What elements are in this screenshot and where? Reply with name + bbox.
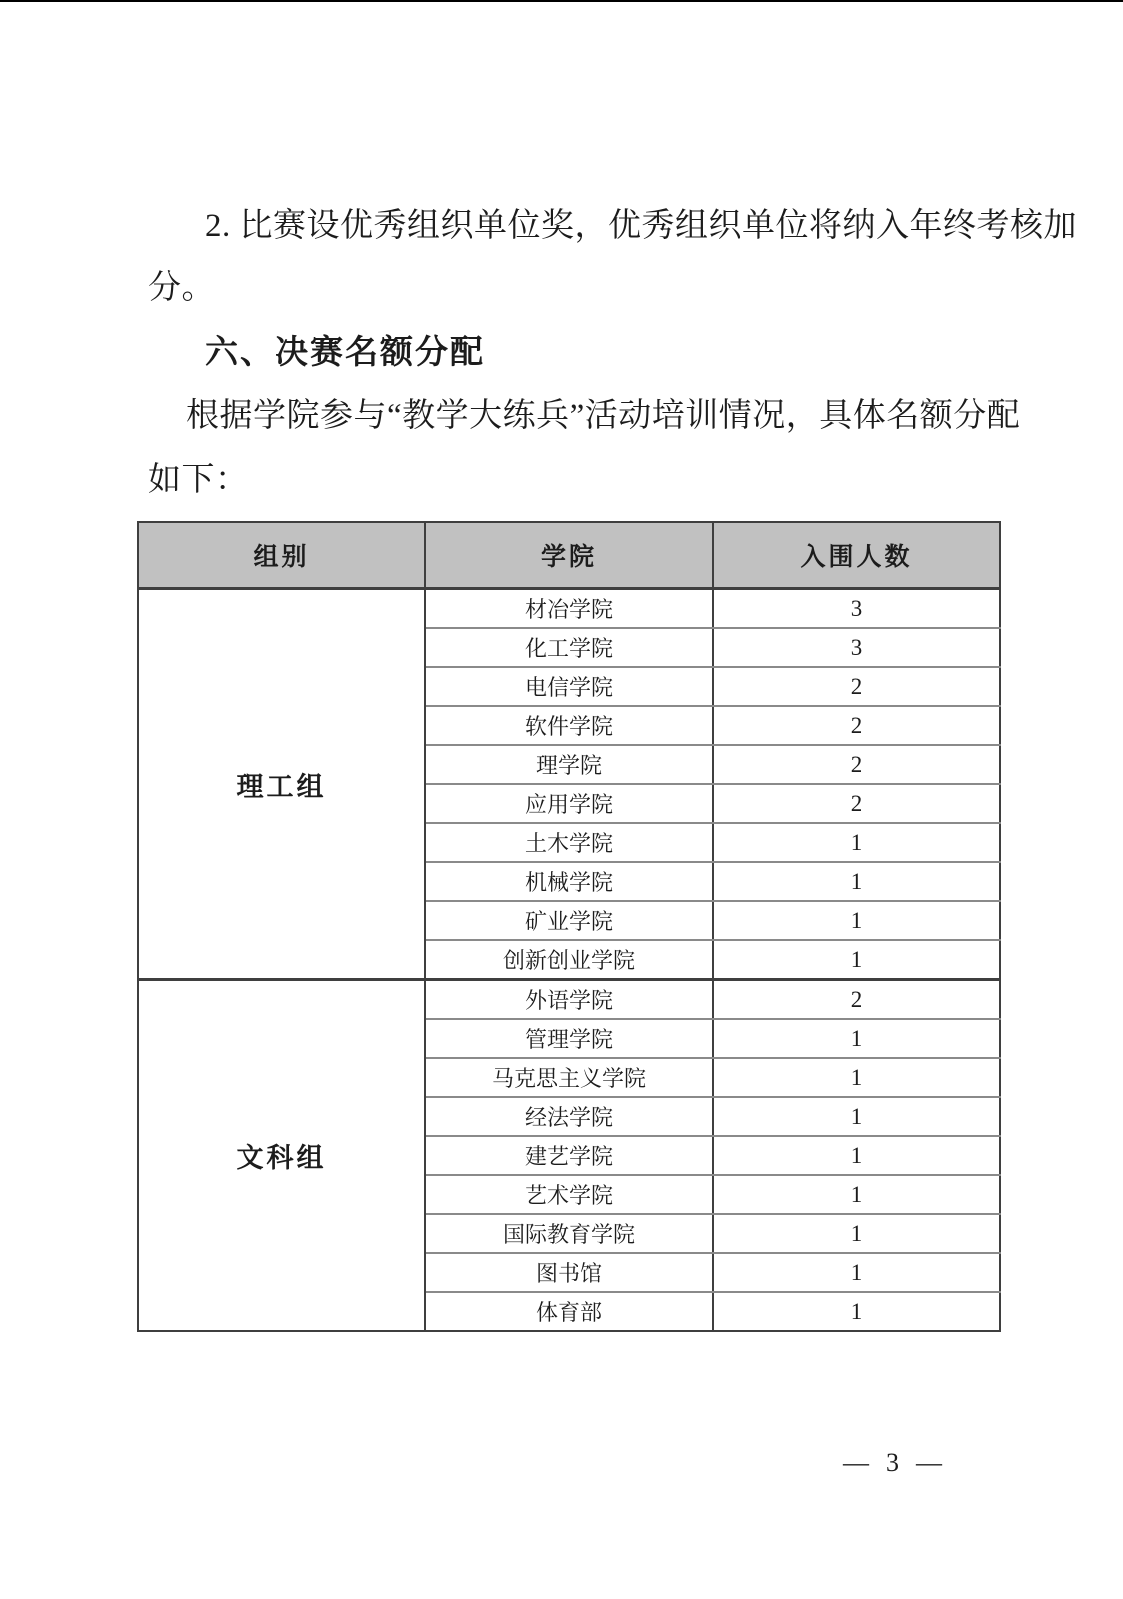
count-cell: 1	[713, 1019, 1000, 1058]
table-header-group: 组别	[138, 522, 425, 589]
table-row	[138, 589, 1000, 629]
group-cell: 文科组	[138, 980, 425, 1332]
count-cell: 1	[713, 1058, 1000, 1097]
count-cell: 1	[713, 1097, 1000, 1136]
table-header-count: 入围人数	[713, 522, 1000, 589]
count-cell: 2	[713, 784, 1000, 823]
count-cell: 3	[713, 589, 1000, 629]
group-cell: 理工组	[138, 589, 425, 980]
footer-dash-left: —	[843, 1448, 870, 1477]
college-cell: 化工学院	[425, 628, 713, 667]
count-cell: 1	[713, 1136, 1000, 1175]
college-cell: 材冶学院	[425, 589, 713, 629]
college-cell: 创新创业学院	[425, 940, 713, 980]
paragraph-alloc-line2: 如下：	[148, 462, 249, 498]
page-footer	[843, 1448, 943, 1478]
college-cell: 矿业学院	[425, 901, 713, 940]
count-cell: 2	[713, 667, 1000, 706]
count-cell: 2	[713, 980, 1000, 1020]
paragraph-award-line2: 分。	[148, 270, 215, 306]
count-cell: 1	[713, 940, 1000, 980]
college-cell: 体育部	[425, 1292, 713, 1331]
count-cell: 1	[713, 1175, 1000, 1214]
table-header-college: 学院	[425, 522, 713, 589]
count-cell: 1	[713, 1214, 1000, 1253]
page-top-edge	[0, 0, 1123, 2]
count-cell: 1	[713, 823, 1000, 862]
count-cell: 1	[713, 1253, 1000, 1292]
count-cell: 3	[713, 628, 1000, 667]
footer-dash-right: —	[916, 1448, 943, 1477]
paragraph-award-line1: 2. 比赛设优秀组织单位奖，优秀组织单位将纳入年终考核加	[205, 208, 1077, 244]
count-cell: 1	[713, 1292, 1000, 1331]
count-cell: 2	[713, 745, 1000, 784]
footer-page-number: 3	[886, 1448, 900, 1477]
college-cell: 马克思主义学院	[425, 1058, 713, 1097]
college-cell: 国际教育学院	[425, 1214, 713, 1253]
college-cell: 建艺学院	[425, 1136, 713, 1175]
paragraph-alloc-line1: 根据学院参与“教学大练兵”活动培训情况，具体名额分配	[186, 398, 1021, 434]
college-cell: 艺术学院	[425, 1175, 713, 1214]
college-cell: 图书馆	[425, 1253, 713, 1292]
college-cell: 理学院	[425, 745, 713, 784]
table-header-row	[138, 522, 1000, 589]
college-cell: 外语学院	[425, 980, 713, 1020]
count-cell: 2	[713, 706, 1000, 745]
college-cell: 土木学院	[425, 823, 713, 862]
allocation-table-body	[138, 589, 1000, 1332]
college-cell: 软件学院	[425, 706, 713, 745]
section-heading: 六、决赛名额分配	[205, 333, 485, 370]
college-cell: 电信学院	[425, 667, 713, 706]
count-cell: 1	[713, 901, 1000, 940]
college-cell: 经法学院	[425, 1097, 713, 1136]
count-cell: 1	[713, 862, 1000, 901]
college-cell: 应用学院	[425, 784, 713, 823]
allocation-table	[137, 521, 1001, 1332]
table-row	[138, 980, 1000, 1020]
college-cell: 机械学院	[425, 862, 713, 901]
college-cell: 管理学院	[425, 1019, 713, 1058]
